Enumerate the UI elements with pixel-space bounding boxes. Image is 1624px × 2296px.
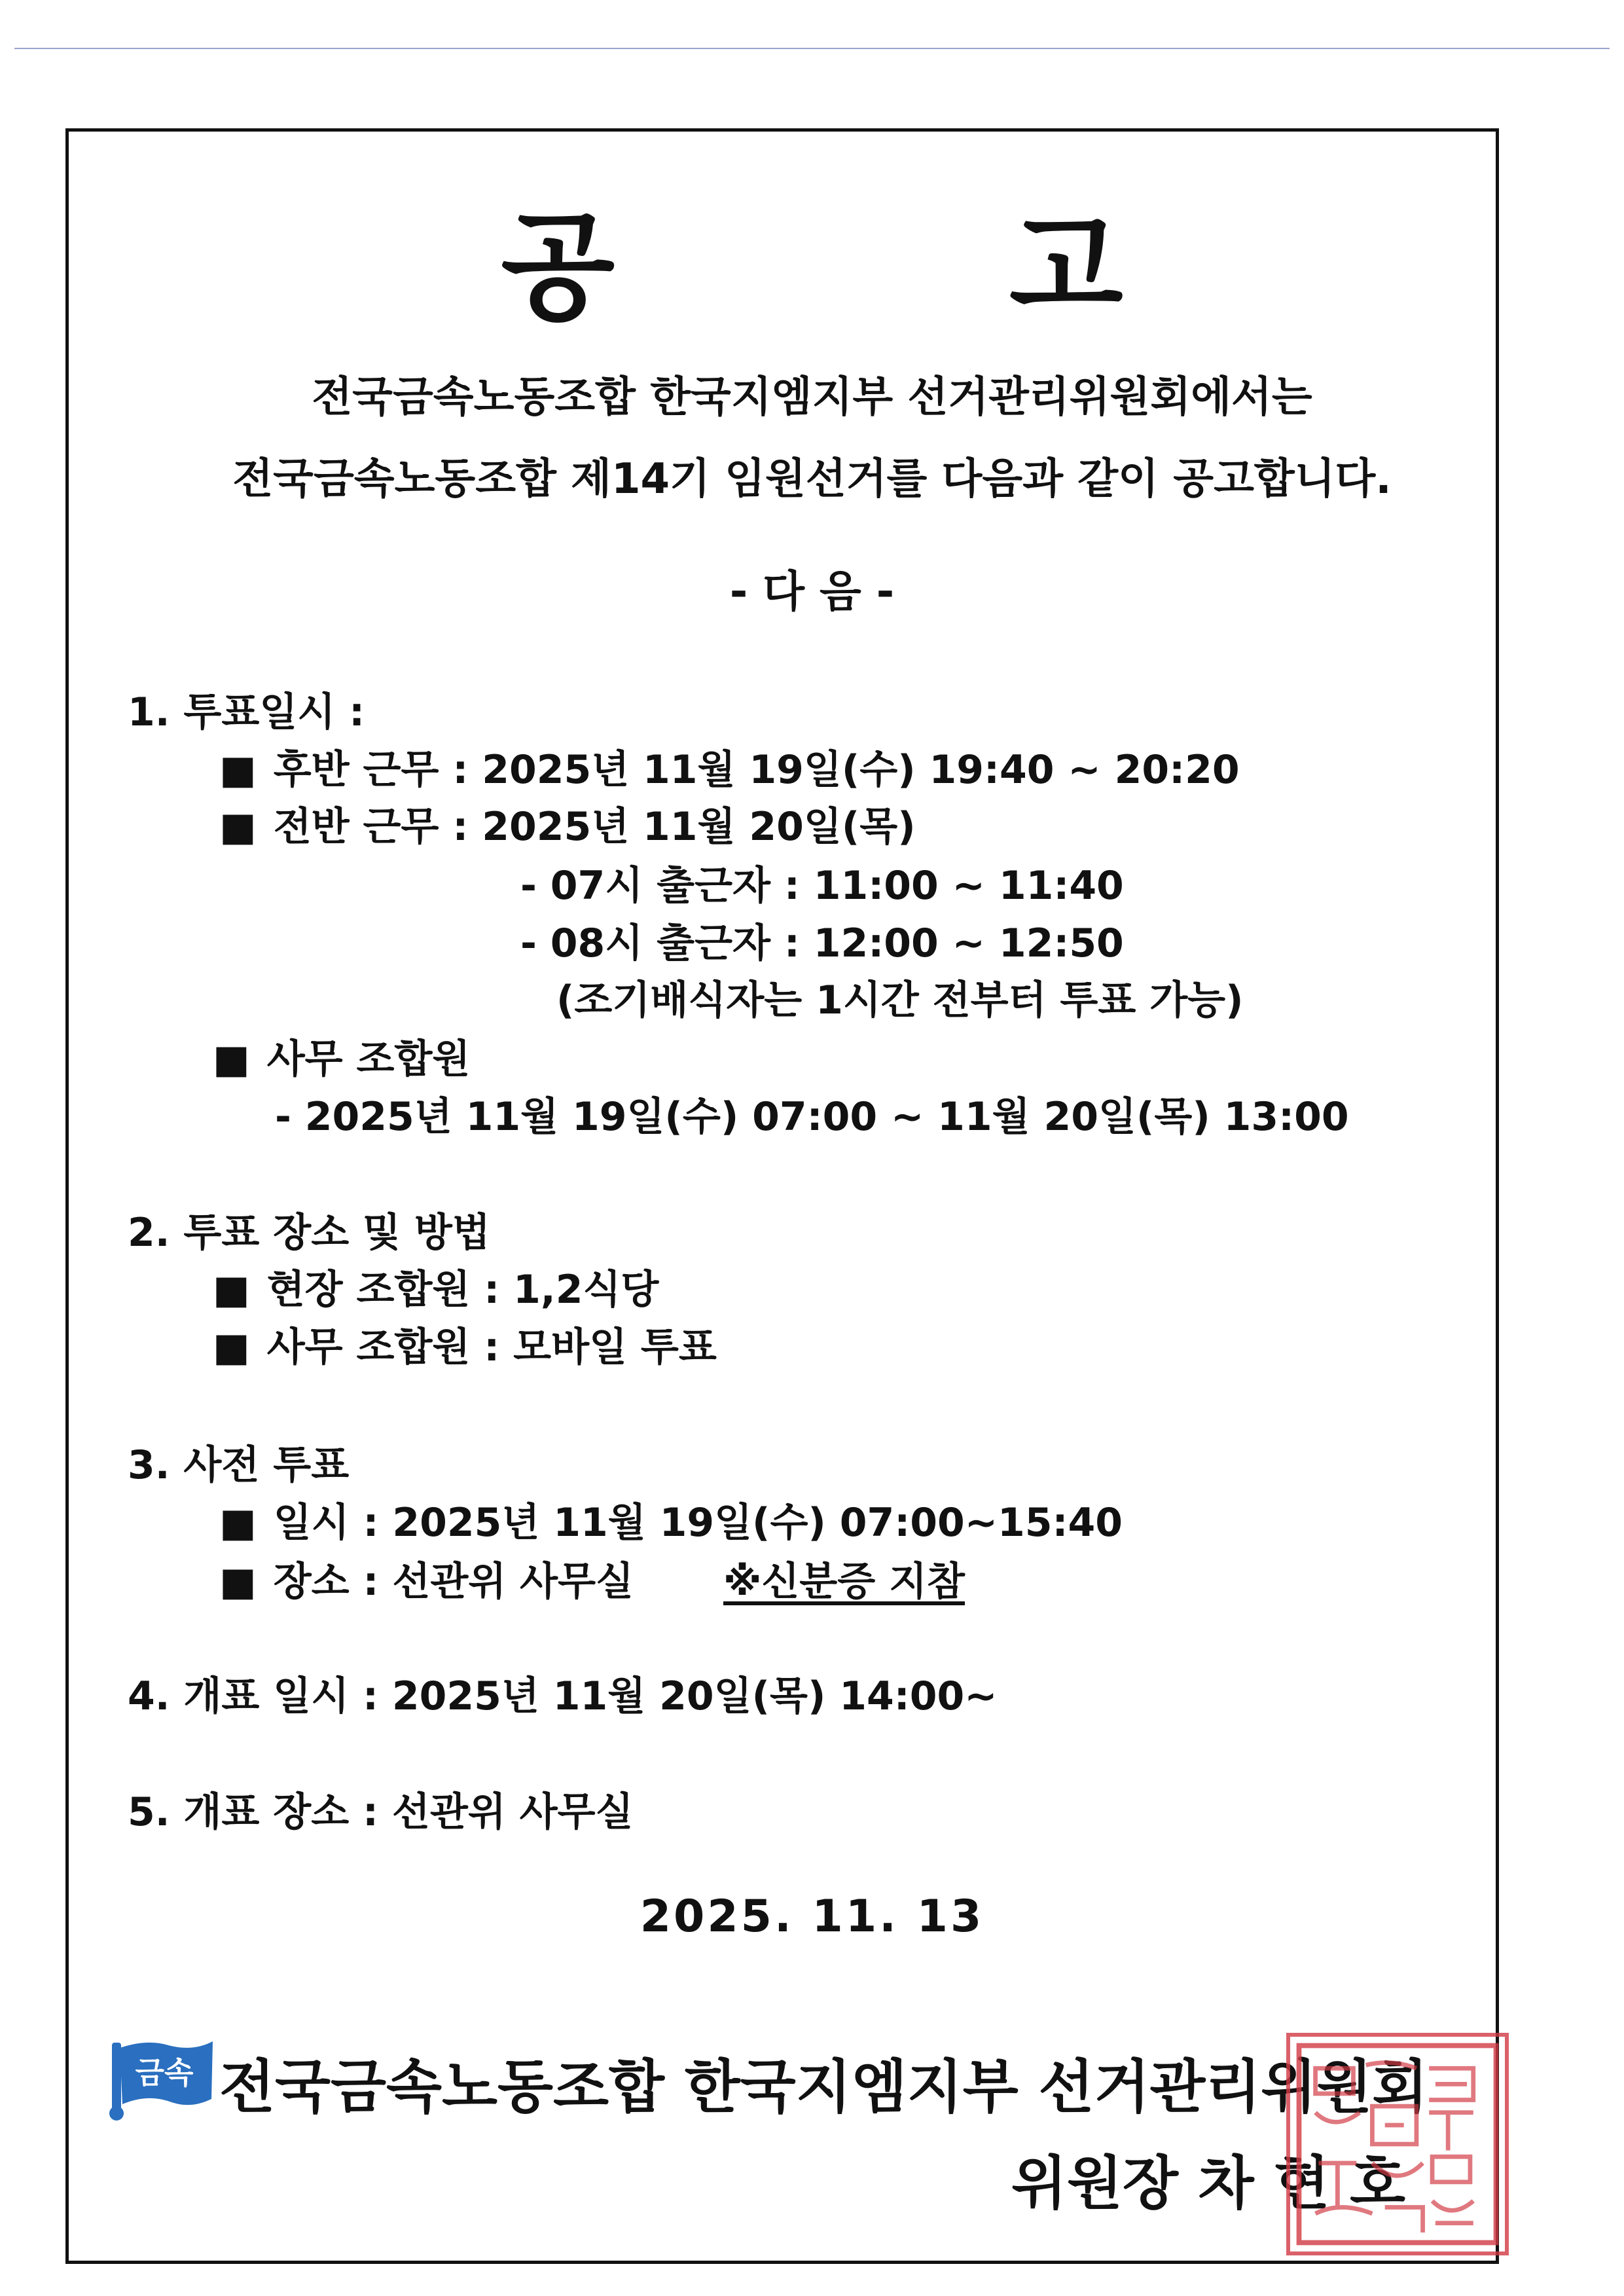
section-1-heading: 1. 투표일시 : [128,689,365,735]
early-vote-datetime: ■ 일시 : 2025년 11월 19일(수) 07:00~15:40 [219,1491,1123,1548]
office-vote-period: - 2025년 11월 19일(수) 07:00 ~ 11월 20일(목) 13:00 [275,1094,1349,1140]
official-seal-stamp [1286,2033,1509,2255]
early-08-line: - 08시 출근자 : 12:00 ~ 12:50 [520,920,1124,966]
id-card-note: ※신분증 지참 [723,1559,965,1605]
section-2-heading: 2. 투표 장소 및 방법 [128,1210,490,1256]
footer-organization: 전국금속노동조합 한국지엠지부 선거관리위원회 [219,2053,1428,2121]
section-5-heading: 5. 개표 장소 : 선관위 사무실 [128,1789,634,1835]
subheading: - 다 음 - [729,566,895,617]
footer-chairperson: 위원장 차 현 호 [1011,2149,1405,2217]
early-07-line: - 07시 출근자 : 11:00 ~ 11:40 [520,863,1124,909]
late-shift-line: ■ 후반 근무 : 2025년 11월 19일(수) 19:40 ~ 20:20 [219,738,1240,795]
office-voting-method: ■ 사무 조합원 : 모바일 투표 [213,1316,717,1372]
notice-title: 공 고 [501,200,1300,337]
top-rule [14,48,1610,49]
early-note: (조기배식자는 1시간 전부터 투표 가능) [556,977,1244,1023]
notice-date: 2025. 11. 13 [640,1891,984,1942]
early-shift-line: ■ 전반 근무 : 2025년 11월 20일(목) [219,795,916,852]
site-voting-method: ■ 현장 조합원 : 1,2식당 [213,1258,659,1315]
early-vote-place: ■ 장소 : 선관위 사무실 [219,1550,634,1607]
logo-text: 금속 [135,2055,194,2090]
union-logo [108,2036,219,2121]
intro-line-2: 전국금속노동조합 제14기 임원선거를 다음과 같이 공고합니다. [232,455,1392,503]
section-3-heading: 3. 사전 투표 [128,1442,350,1488]
office-voter-label: ■ 사무 조합원 [213,1028,470,1084]
intro-line-1: 전국금속노동조합 한국지엠지부 선거관리위원회에서는 [312,373,1312,422]
section-4-heading: 4. 개표 일시 : 2025년 11월 20일(목) 14:00~ [128,1673,998,1719]
